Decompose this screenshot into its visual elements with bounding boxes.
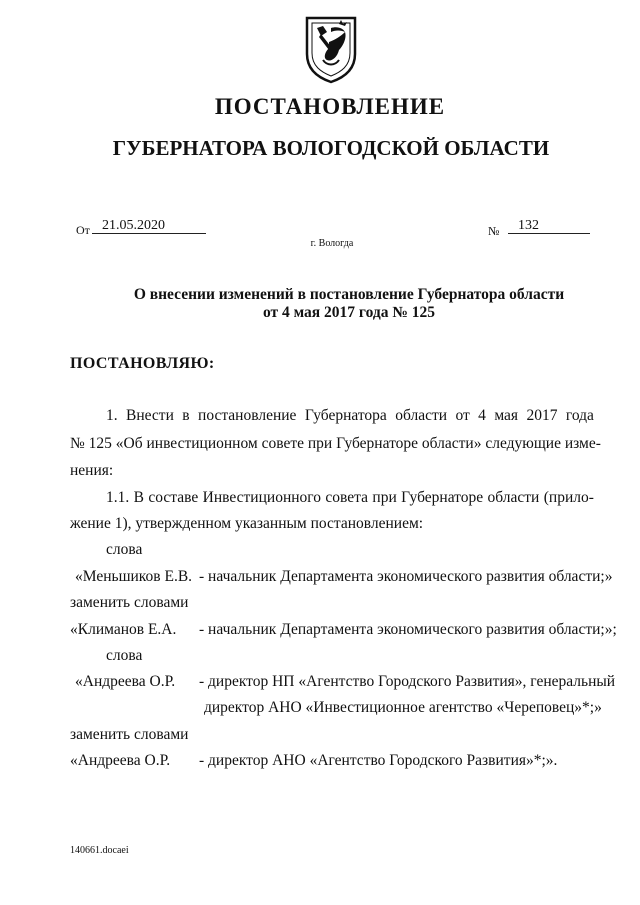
- date-value: 21.05.2020: [102, 218, 165, 233]
- document-title: ПОСТАНОВЛЕНИЕ: [214, 94, 446, 119]
- city-label: г. Вологда: [310, 238, 354, 249]
- word: совета: [325, 489, 369, 506]
- subject-line-1: О внесении изменений в постановление Губернатора области: [133, 286, 565, 303]
- word: 2017: [526, 407, 558, 424]
- row-1-name: «Меньшиков Е.В.: [75, 568, 193, 585]
- word: Губернатора: [304, 407, 387, 424]
- word: (прило-: [543, 489, 594, 506]
- word: мая: [494, 407, 519, 424]
- row-2-name: «Климанов Е.А.: [70, 621, 177, 638]
- paragraph-1-line-2: № 125 «Об инвестиционном совете при Губернаторе области» следующие изме-: [70, 435, 601, 452]
- words-label-2: слова: [106, 647, 143, 664]
- word: от: [455, 407, 470, 424]
- word: 1.: [106, 407, 118, 424]
- word: В: [133, 489, 144, 506]
- word: Внести: [126, 407, 174, 424]
- row-4-name: «Андреева О.Р.: [70, 752, 171, 769]
- word: области: [395, 407, 448, 424]
- word: 1.1.: [106, 489, 130, 506]
- number-field: [508, 218, 590, 234]
- word: Инвестиционного: [202, 489, 322, 506]
- word: года: [565, 407, 594, 424]
- decree-heading: ПОСТАНОВЛЯЮ:: [70, 355, 215, 372]
- date-field: [92, 218, 206, 234]
- coat-of-arms-icon: [301, 14, 361, 84]
- row-2-description: - начальник Департамента экономического развития области;»;: [199, 621, 617, 638]
- word: в: [182, 407, 190, 424]
- word: области: [487, 489, 540, 506]
- paragraph-2-line-2: жение 1), утвержденном указанным постановлением:: [70, 515, 424, 532]
- word: составе: [148, 489, 199, 506]
- paragraph-1-line-1: [106, 406, 594, 426]
- document-subtitle: ГУБЕРНАТОРА ВОЛОГОДСКОЙ ОБЛАСТИ: [112, 136, 550, 160]
- subject-line-2: от 4 мая 2017 года № 125: [262, 304, 436, 321]
- word: 4: [478, 407, 486, 424]
- file-reference: 140661.docaei: [70, 845, 129, 856]
- words-label-1: слова: [106, 541, 143, 558]
- number-prefix: №: [488, 224, 500, 238]
- row-3-description-line-1: - директор НП «Агентство Городского Развития», генеральный: [199, 673, 616, 690]
- row-1-description: - начальник Департамента экономического развития области;»: [199, 568, 613, 585]
- word: Губернаторе: [401, 489, 484, 506]
- row-3-name: «Андреева О.Р.: [75, 673, 176, 690]
- replace-label-2: заменить словами: [70, 726, 189, 743]
- word: постановление: [198, 407, 297, 424]
- row-4-description: - директор АНО «Агентство Городского Развития»*;».: [199, 752, 558, 769]
- row-3-description-line-2: директор АНО «Инвестиционное агентство «Череповец»*;»: [204, 699, 602, 716]
- word: при: [372, 489, 397, 506]
- replace-label-1: заменить словами: [70, 594, 189, 611]
- paragraph-1-line-3: нения:: [70, 462, 114, 479]
- date-prefix: От: [76, 223, 90, 237]
- paragraph-2-line-1: [106, 488, 594, 508]
- number-value: 132: [518, 218, 539, 233]
